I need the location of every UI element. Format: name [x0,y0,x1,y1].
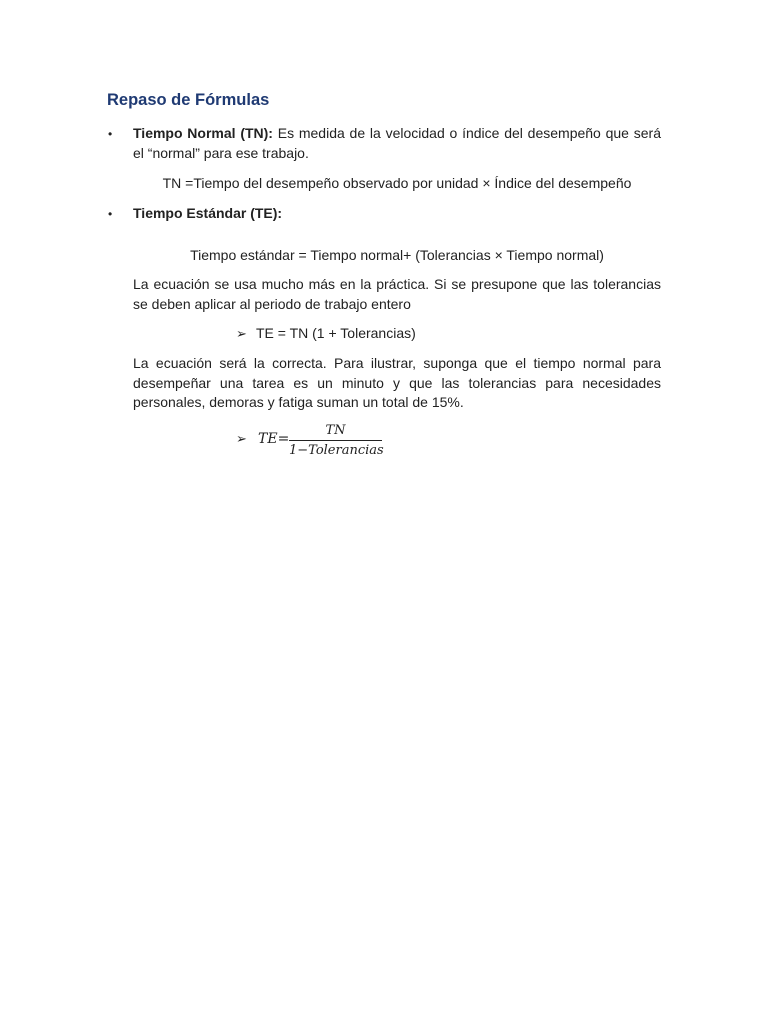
bullet-icon: • [108,127,113,141]
arrow-bullet-icon: ➢ [236,326,247,341]
tiempo-estandar-heading [133,204,661,224]
bullet-icon: • [108,207,113,221]
formula-fraction [289,422,382,459]
tiempo-estandar-formula: Tiempo estándar = Tiempo normal+ (Tolerancias × Tiempo normal) [190,247,604,263]
tiempo-estandar-term: Tiempo Estándar (TE): [133,205,283,221]
arrow-bullet-icon: ➢ [236,431,247,446]
page-title: Repaso de Fórmulas [107,91,270,109]
te-simple-formula-line [236,323,416,344]
paragraph-tolerancias: La ecuación se usa mucho más en la práctica. Si se presupone que las tolerancias se deben aplicar al periodo de trabajo entero [133,276,661,312]
tiempo-normal-description: Es medida de la velocidad o índice del desempeño que será el “normal” para ese trabajo. [133,125,661,161]
formula-lhs: TE= [258,431,290,447]
tiempo-normal-term: Tiempo Normal (TN): [133,125,273,141]
tiempo-normal-definition [133,124,661,163]
formula-numerator: TN [289,422,382,441]
tiempo-normal-formula: TN =Tiempo del desempeño observado por unidad × Índice del desempeño [162,175,632,191]
te-simple-formula: TE = TN (1 + Tolerancias) [256,325,416,341]
paragraph-ejemplo: La ecuación será la correcta. Para ilustrar, suponga que el tiempo normal para desempeñar una tarea es un minuto y que las tolerancias para necesidades personales, demoras y fatiga suman un total de 15%. [133,355,661,410]
formula-denominator: 1−Tolerancias [289,443,384,458]
